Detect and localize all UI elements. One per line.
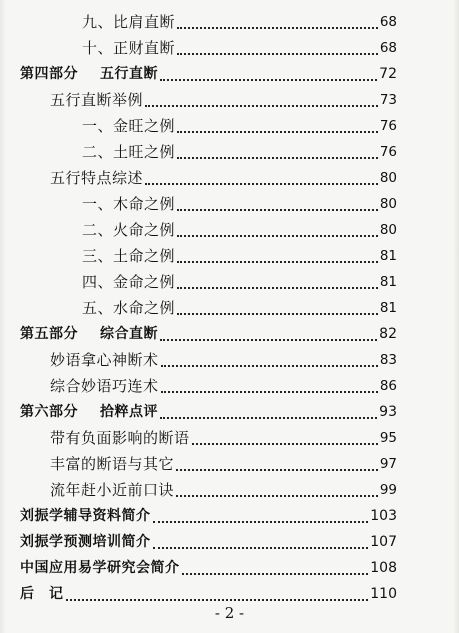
toc-entry[interactable] (82, 192, 397, 216)
leader-dots (177, 207, 378, 211)
toc-entry-page: 86 (379, 378, 397, 394)
toc-entry-title: 流年赶小近前口诀 (50, 481, 175, 499)
toc-entry-title: 四、金命之例 (82, 273, 176, 291)
toc-part-label (20, 322, 158, 346)
toc-entry-title: 一、金旺之例 (82, 117, 176, 135)
leader-dots (177, 259, 378, 263)
toc-entry-page: 83 (379, 352, 397, 368)
toc-entry[interactable] (50, 374, 397, 398)
toc-entry-title: 二、火命之例 (82, 221, 176, 239)
toc-part-entry[interactable] (20, 62, 397, 86)
toc-entry-page: 80 (379, 196, 397, 212)
toc-entry-page: 108 (370, 560, 397, 576)
toc-entry-title: 综合妙语巧连术 (50, 377, 159, 395)
toc-entry[interactable] (82, 218, 397, 242)
part-title: 拾粹点评 (100, 404, 158, 420)
leader-dots (160, 415, 377, 419)
toc-entry-page: 81 (379, 300, 397, 316)
toc-entry[interactable] (50, 452, 397, 476)
page-number: - 2 - (214, 604, 245, 622)
toc-entry-title: 刘振学预测培训简介 (20, 534, 151, 550)
toc-entry-page: 93 (379, 404, 397, 420)
toc-section-entry[interactable] (20, 530, 397, 554)
leader-dots (145, 103, 378, 107)
leader-dots (177, 129, 378, 133)
toc-entry-title: 二、土旺之例 (82, 143, 176, 161)
toc-entry[interactable] (82, 10, 397, 34)
leader-dots (192, 441, 378, 445)
toc-entry-title: 五行特点综述 (50, 169, 144, 187)
toc-entry-title: 带有负面影响的断语 (50, 429, 190, 447)
part-title: 五行直断 (100, 66, 158, 82)
toc-entry[interactable] (82, 270, 397, 294)
leader-dots (176, 467, 378, 471)
toc-entry-page: 72 (379, 66, 397, 82)
toc-entry[interactable] (82, 114, 397, 138)
toc-entry-page: 81 (379, 248, 397, 264)
toc-entry-page: 95 (379, 430, 397, 446)
leader-dots (177, 25, 378, 29)
toc-part-label (20, 400, 158, 424)
leader-dots (153, 545, 369, 549)
toc-entry-title: 妙语拿心神断术 (50, 351, 159, 369)
toc-section-entry[interactable] (20, 556, 397, 580)
part-number: 第五部分 (20, 326, 78, 342)
toc-entry-page: 99 (379, 482, 397, 498)
part-title: 综合直断 (100, 326, 158, 342)
leader-dots (160, 337, 377, 341)
toc-entry[interactable] (50, 88, 397, 112)
toc-section-entry[interactable] (20, 582, 397, 606)
leader-dots (177, 51, 378, 55)
toc-entry-title: 丰富的断语与其它 (50, 455, 175, 473)
toc-entry-page: 80 (379, 170, 397, 186)
toc-section-entry[interactable] (20, 504, 397, 528)
leader-dots (177, 285, 378, 289)
toc-entry-title: 五、水命之例 (82, 299, 176, 317)
toc-entry-page: 68 (379, 40, 397, 56)
toc-part-label (20, 62, 158, 86)
toc-entry-page: 68 (379, 14, 397, 30)
leader-dots (177, 155, 378, 159)
toc-entry[interactable] (82, 244, 397, 268)
part-number: 第六部分 (20, 404, 78, 420)
leader-dots (145, 181, 378, 185)
toc-entry-title: 三、土命之例 (82, 247, 176, 265)
toc-entry-page: 80 (379, 222, 397, 238)
leader-dots (177, 311, 378, 315)
leader-dots (153, 519, 369, 523)
toc-entry-page: 103 (370, 508, 397, 524)
toc-part-entry[interactable] (20, 400, 397, 424)
toc-entry[interactable] (50, 426, 397, 450)
toc-entry[interactable] (50, 166, 397, 190)
leader-dots (161, 363, 378, 367)
toc-entry-title: 十、正财直断 (82, 39, 176, 57)
leader-dots (177, 233, 378, 237)
toc-entry-title: 刘振学辅导资料简介 (20, 508, 151, 524)
toc-entry-title: 后 记 (20, 586, 64, 602)
leader-dots (176, 493, 378, 497)
leader-dots (182, 571, 369, 575)
toc-entry-title: 九、比肩直断 (82, 13, 176, 31)
toc-part-entry[interactable] (20, 322, 397, 346)
toc-entry-title: 一、木命之例 (82, 195, 176, 213)
toc-entry-title: 中国应用易学研究会简介 (20, 560, 180, 576)
leader-dots (161, 389, 378, 393)
toc-entry-page: 76 (379, 144, 397, 160)
toc-entry-page: 76 (379, 118, 397, 134)
toc-entry-page: 97 (379, 456, 397, 472)
leader-dots (66, 597, 369, 601)
toc-entry-page: 81 (379, 274, 397, 290)
part-number: 第四部分 (20, 66, 78, 82)
toc-entry-page: 73 (379, 92, 397, 108)
toc-entry[interactable] (82, 140, 397, 164)
toc-entry-page: 110 (370, 586, 397, 602)
toc-entry-title: 五行直断举例 (50, 91, 144, 109)
toc-entry[interactable] (82, 36, 397, 60)
toc-entry[interactable] (82, 296, 397, 320)
toc-entry[interactable] (50, 348, 397, 372)
toc-entry-page: 107 (370, 534, 397, 550)
toc-entry-page: 82 (379, 326, 397, 342)
leader-dots (160, 77, 377, 81)
toc-entry[interactable] (50, 478, 397, 502)
